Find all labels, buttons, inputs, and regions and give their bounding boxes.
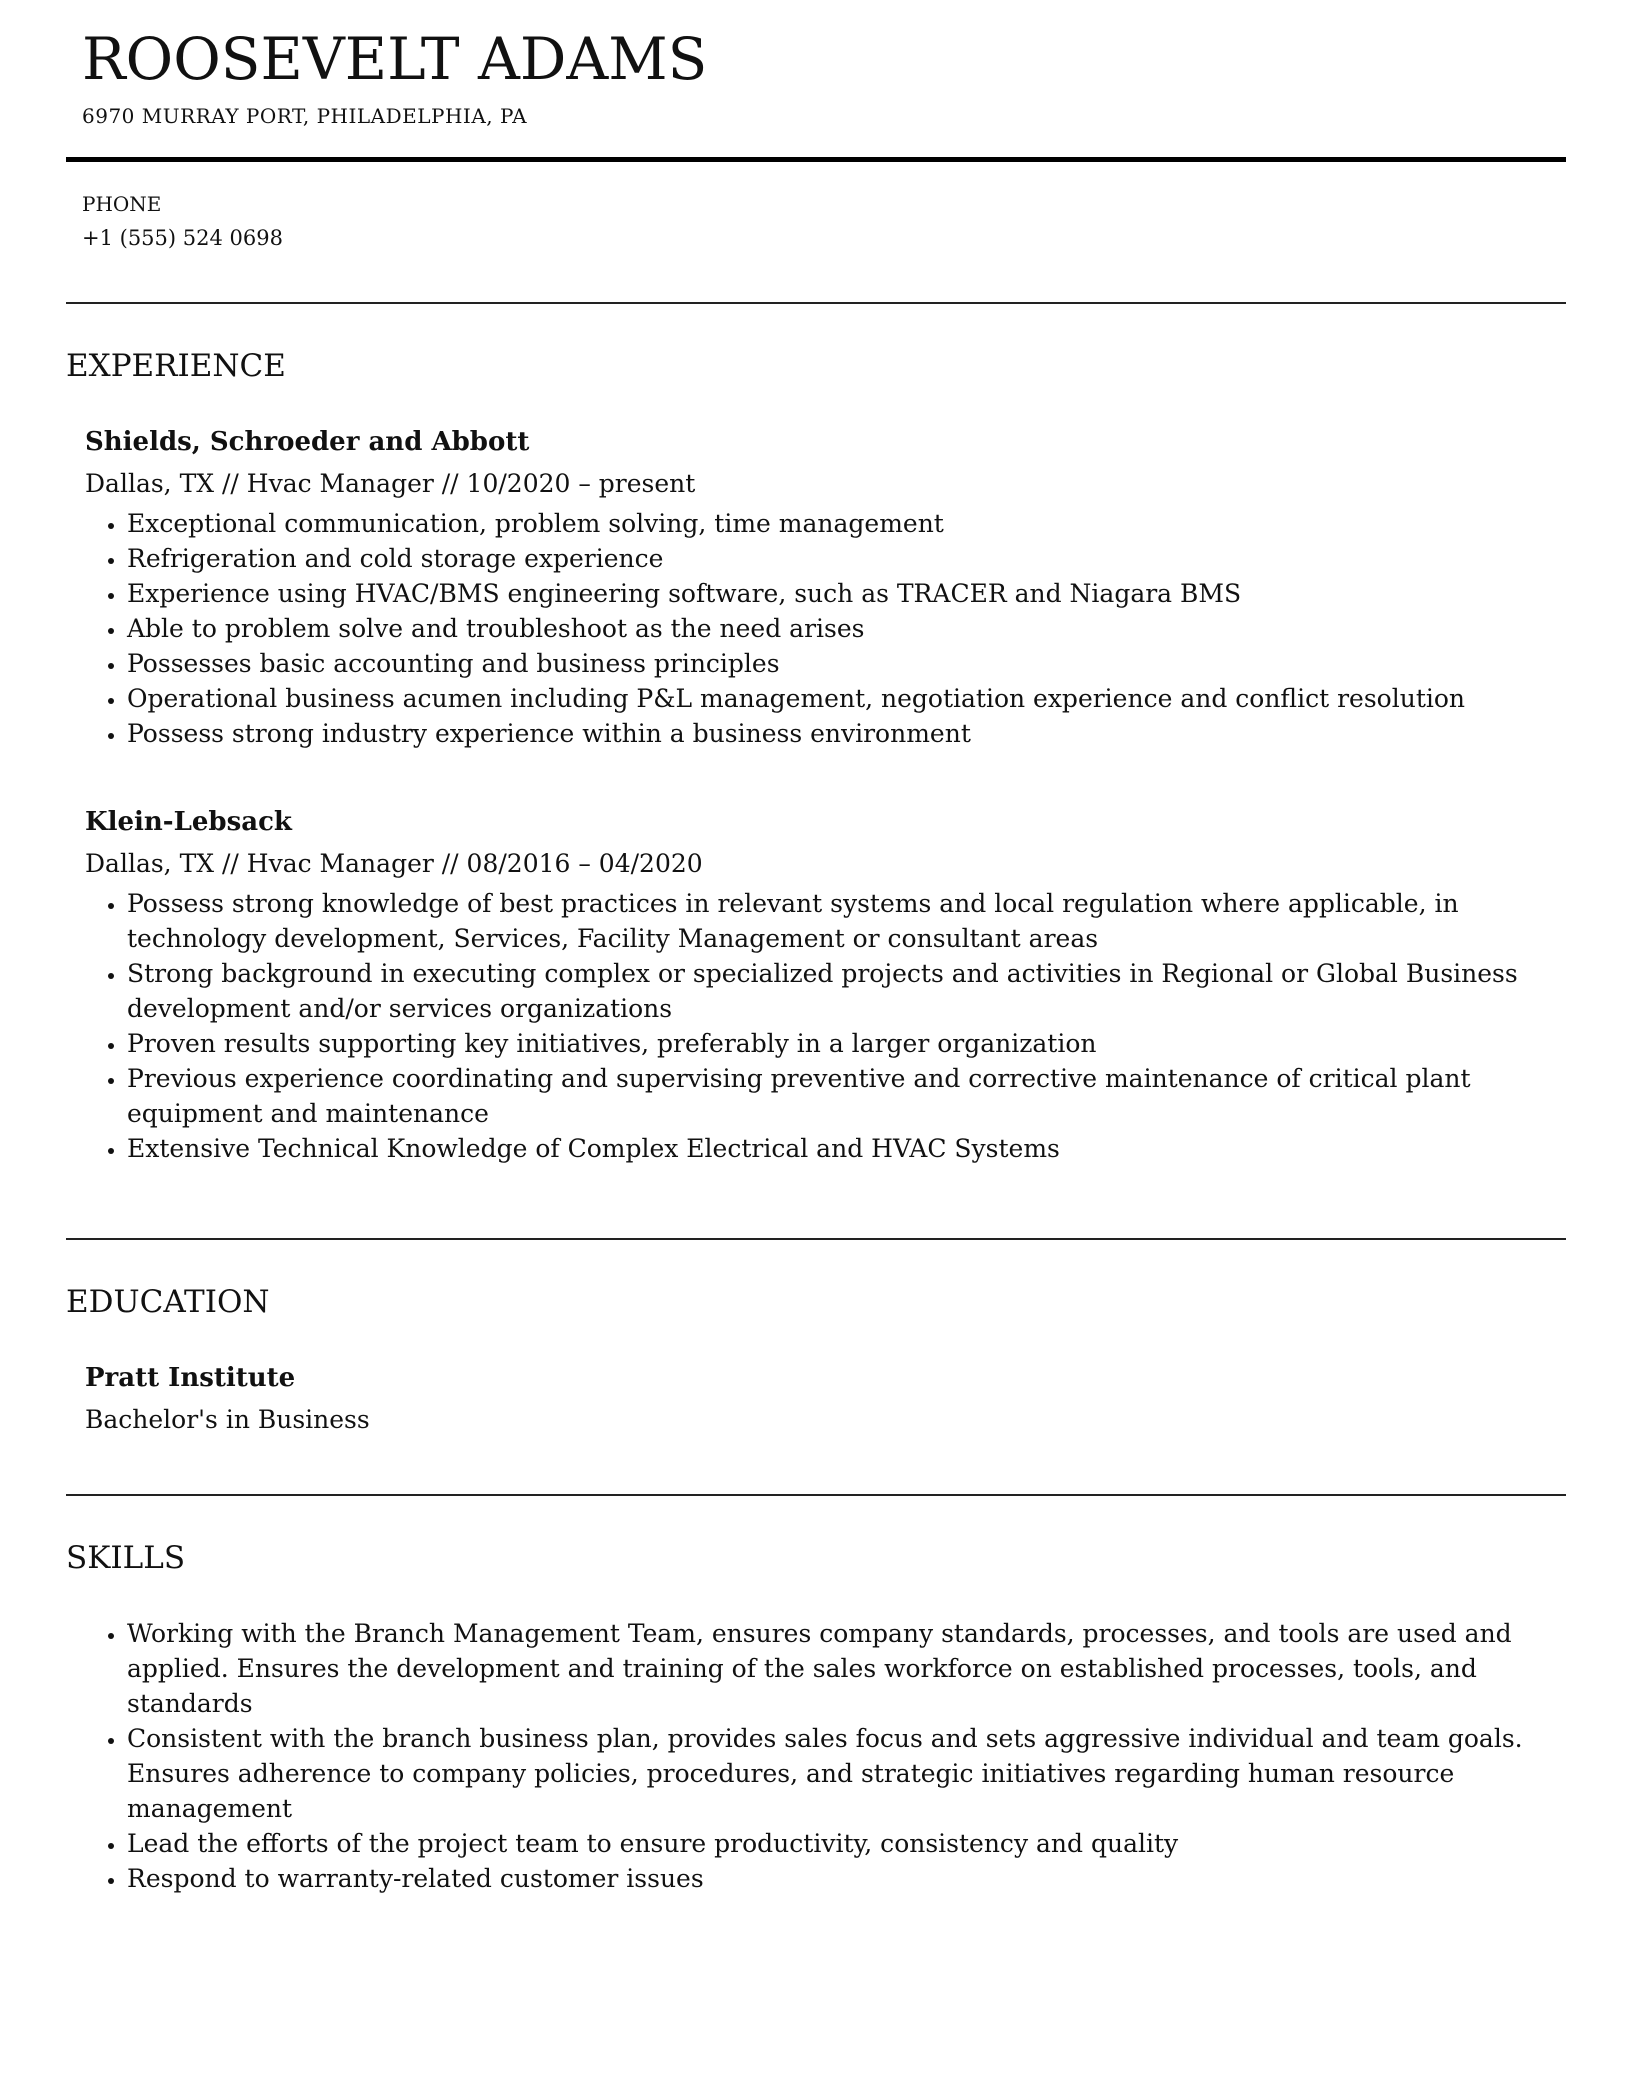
phone-value: +1 (555) 524 0698 xyxy=(82,226,283,250)
job-duties-list xyxy=(85,886,1545,1166)
education-divider xyxy=(66,1494,1566,1496)
list-item: • Refrigeration and cold storage experience xyxy=(127,541,1545,576)
job-entry xyxy=(85,804,1545,1166)
degree: Bachelor's in Business xyxy=(85,1405,370,1434)
education-entry xyxy=(85,1360,1545,1438)
list-item: • Previous experience coordinating and supervising preventive and corrective maintenance of critical plant equipment and maintenance xyxy=(127,1061,1545,1131)
job-meta: Dallas, TX // Hvac Manager // 10/2020 – present xyxy=(85,469,696,498)
job-company: Klein-Lebsack xyxy=(85,807,292,837)
job-entry xyxy=(85,424,1545,751)
list-item: • Extensive Technical Knowledge of Complex Electrical and HVAC Systems xyxy=(127,1131,1545,1166)
list-item: • Respond to warranty-related customer issues xyxy=(127,1861,1545,1896)
list-item: • Operational business acumen including P&L management, negotiation experience and conflict resolution xyxy=(127,681,1545,716)
list-item: • Lead the efforts of the project team to ensure productivity, consistency and quality xyxy=(127,1826,1545,1861)
list-item: • Experience using HVAC/BMS engineering software, such as TRACER and Niagara BMS xyxy=(127,576,1545,611)
list-item: • Strong background in executing complex or specialized projects and activities in Regional or Global Business development and/or services organizations xyxy=(127,956,1545,1026)
job-company: Shields, Schroeder and Abbott xyxy=(85,427,530,457)
skills-entry xyxy=(85,1612,1545,1896)
job-meta: Dallas, TX // Hvac Manager // 08/2016 – 04/2020 xyxy=(85,849,703,878)
list-item: • Possess strong industry experience within a business environment xyxy=(127,716,1545,751)
education-heading: EDUCATION xyxy=(66,1284,270,1320)
header-divider xyxy=(66,157,1566,162)
phone-label: PHONE xyxy=(82,192,162,216)
candidate-name: ROOSEVELT ADAMS xyxy=(82,25,708,93)
job-duties-list xyxy=(85,506,1545,751)
list-item: • Able to problem solve and troubleshoot as the need arises xyxy=(127,611,1545,646)
list-item: • Possess strong knowledge of best practices in relevant systems and local regulation where applicable, in technology development, Services, Facility Management or consultant areas xyxy=(127,886,1545,956)
list-item: • Possesses basic accounting and business principles xyxy=(127,646,1545,681)
experience-heading: EXPERIENCE xyxy=(66,348,286,384)
experience-divider xyxy=(66,1238,1566,1240)
candidate-address: 6970 MURRAY PORT, PHILADELPHIA, PA xyxy=(82,104,528,128)
list-item: • Exceptional communication, problem solving, time management xyxy=(127,506,1545,541)
school-name: Pratt Institute xyxy=(85,1363,296,1393)
skills-heading: SKILLS xyxy=(66,1540,186,1576)
list-item: • Proven results supporting key initiatives, preferably in a larger organization xyxy=(127,1026,1545,1061)
contact-divider xyxy=(66,302,1566,304)
list-item: • Consistent with the branch business plan, provides sales focus and sets aggressive individual and team goals. Ensures adherence to company policies, procedures, and strategic initiatives regarding human resource management xyxy=(127,1721,1545,1826)
list-item: • Working with the Branch Management Team, ensures company standards, processes, and tools are used and applied. Ensures the development and training of the sales workforce on established processes, tools, and standards xyxy=(127,1616,1545,1721)
skills-list xyxy=(85,1616,1545,1896)
